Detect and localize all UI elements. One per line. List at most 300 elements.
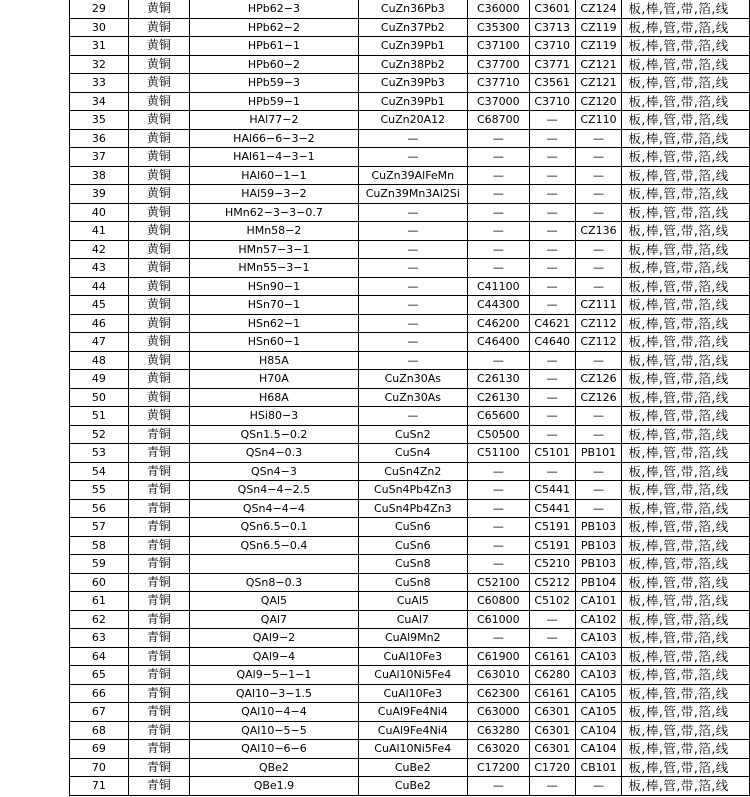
alloy-grade-cell: H85A: [190, 351, 358, 370]
table-row: [70, 314, 750, 333]
uns-code-cell: —: [467, 518, 529, 537]
product-forms-cell: 板,棒,管,带,箔,线: [622, 777, 750, 796]
alloy-grade-cell: QAl7: [190, 610, 358, 629]
row-number-cell: 29: [70, 0, 129, 18]
iso-designation-cell: CuAl10Fe3: [358, 684, 467, 703]
uns-code-cell: —: [467, 203, 529, 222]
product-forms-cell: 板,棒,管,带,箔,线: [622, 277, 750, 296]
table-row: [70, 407, 750, 426]
table-row: [70, 425, 750, 444]
uns-code-cell: C61000: [467, 610, 529, 629]
alloy-category-cell: 黄铜: [128, 166, 190, 185]
iso-designation-cell: CuSn4Pb4Zn3: [358, 499, 467, 518]
row-number-cell: 31: [70, 37, 129, 56]
iso-designation-cell: CuZn39Mn3Al2Si: [358, 185, 467, 204]
alloy-grade-cell: HAl66−6−3−2: [190, 129, 358, 148]
iso-designation-cell: —: [358, 333, 467, 352]
product-forms-cell: 板,棒,管,带,箔,线: [622, 388, 750, 407]
uns-code-cell: C46400: [467, 333, 529, 352]
bs-code-cell: CZ121: [575, 74, 622, 93]
alloy-grade-cell: QAl9−5−1−1: [190, 666, 358, 685]
product-forms-cell: 板,棒,管,带,箔,线: [622, 647, 750, 666]
alloy-grade-cell: HPb59−1: [190, 92, 358, 111]
table-row: [70, 444, 750, 463]
row-number-cell: 64: [70, 647, 129, 666]
table-row: [70, 37, 750, 56]
alloy-grade-cell: QAl10−4−4: [190, 703, 358, 722]
alloy-category-cell: 青铜: [128, 425, 190, 444]
table-row: [70, 55, 750, 74]
bs-code-cell: CZ126: [575, 370, 622, 389]
bs-code-cell: CZ124: [575, 0, 622, 18]
jis-code-cell: —: [529, 351, 575, 370]
bs-code-cell: CA105: [575, 684, 622, 703]
jis-code-cell: —: [529, 388, 575, 407]
alloy-grade-cell: HAl61−4−3−1: [190, 148, 358, 167]
product-forms-cell: 板,棒,管,带,箔,线: [622, 333, 750, 352]
iso-designation-cell: —: [358, 314, 467, 333]
jis-code-cell: —: [529, 277, 575, 296]
alloy-grade-cell: QSn6.5−0.4: [190, 536, 358, 555]
bs-code-cell: CZ126: [575, 388, 622, 407]
product-forms-cell: 板,棒,管,带,箔,线: [622, 18, 750, 37]
jis-code-cell: —: [529, 240, 575, 259]
alloy-grade-cell: QSn1.5−0.2: [190, 425, 358, 444]
uns-code-cell: —: [467, 481, 529, 500]
product-forms-cell: 板,棒,管,带,箔,线: [622, 351, 750, 370]
bs-code-cell: —: [575, 277, 622, 296]
iso-designation-cell: CuZn39Pb3: [358, 74, 467, 93]
alloy-grade-cell: QBe2: [190, 758, 358, 777]
jis-code-cell: —: [529, 370, 575, 389]
jis-code-cell: C5101: [529, 444, 575, 463]
jis-code-cell: C6161: [529, 684, 575, 703]
uns-code-cell: C37000: [467, 92, 529, 111]
uns-code-cell: C63000: [467, 703, 529, 722]
bs-code-cell: CA104: [575, 740, 622, 759]
alloy-grade-cell: HMn62−3−3−0.7: [190, 203, 358, 222]
bs-code-cell: PB104: [575, 573, 622, 592]
table-row: [70, 555, 750, 574]
row-number-cell: 46: [70, 314, 129, 333]
alloy-category-cell: 黄铜: [128, 92, 190, 111]
table-row: [70, 518, 750, 537]
product-forms-cell: 板,棒,管,带,箔,线: [622, 0, 750, 18]
uns-code-cell: —: [467, 185, 529, 204]
row-number-cell: 42: [70, 240, 129, 259]
bs-code-cell: CB101: [575, 758, 622, 777]
alloy-category-cell: 青铜: [128, 703, 190, 722]
row-number-cell: 71: [70, 777, 129, 796]
product-forms-cell: 板,棒,管,带,箔,线: [622, 148, 750, 167]
alloy-grade-cell: HSi80−3: [190, 407, 358, 426]
alloy-category-cell: 黄铜: [128, 18, 190, 37]
row-number-cell: 48: [70, 351, 129, 370]
table-row: [70, 684, 750, 703]
row-number-cell: 55: [70, 481, 129, 500]
uns-code-cell: —: [467, 222, 529, 241]
table-row: [70, 240, 750, 259]
bs-code-cell: CA103: [575, 666, 622, 685]
iso-designation-cell: CuZn37Pb2: [358, 18, 467, 37]
bs-code-cell: PB103: [575, 536, 622, 555]
alloy-grade-cell: HPb59−3: [190, 74, 358, 93]
iso-designation-cell: CuAl10Fe3: [358, 647, 467, 666]
bs-code-cell: PB103: [575, 555, 622, 574]
row-number-cell: 70: [70, 758, 129, 777]
bs-code-cell: —: [575, 129, 622, 148]
product-forms-cell: 板,棒,管,带,箔,线: [622, 111, 750, 130]
jis-code-cell: C6301: [529, 703, 575, 722]
product-forms-cell: 板,棒,管,带,箔,线: [622, 314, 750, 333]
alloy-grade-cell: QSn4−4−4: [190, 499, 358, 518]
uns-code-cell: —: [467, 148, 529, 167]
bs-code-cell: CA103: [575, 629, 622, 648]
alloy-category-cell: 青铜: [128, 573, 190, 592]
product-forms-cell: 板,棒,管,带,箔,线: [622, 573, 750, 592]
row-number-cell: 58: [70, 536, 129, 555]
uns-code-cell: —: [467, 129, 529, 148]
alloy-category-cell: 黄铜: [128, 74, 190, 93]
iso-designation-cell: CuSn2: [358, 425, 467, 444]
row-number-cell: 65: [70, 666, 129, 685]
bs-code-cell: CZ111: [575, 296, 622, 315]
jis-code-cell: C3561: [529, 74, 575, 93]
product-forms-cell: 板,棒,管,带,箔,线: [622, 666, 750, 685]
iso-designation-cell: —: [358, 129, 467, 148]
alloy-category-cell: 黄铜: [128, 314, 190, 333]
alloy-category-cell: 青铜: [128, 444, 190, 463]
table-row: [70, 148, 750, 167]
iso-designation-cell: CuSn6: [358, 536, 467, 555]
table-row: [70, 536, 750, 555]
bs-code-cell: —: [575, 203, 622, 222]
alloy-category-cell: 青铜: [128, 592, 190, 611]
row-number-cell: 36: [70, 129, 129, 148]
iso-designation-cell: CuAl10Ni5Fe4: [358, 740, 467, 759]
bs-code-cell: CA103: [575, 647, 622, 666]
jis-code-cell: —: [529, 148, 575, 167]
row-number-cell: 57: [70, 518, 129, 537]
product-forms-cell: 板,棒,管,带,箔,线: [622, 462, 750, 481]
iso-designation-cell: CuZn30As: [358, 388, 467, 407]
uns-code-cell: C26130: [467, 370, 529, 389]
alloy-category-cell: 黄铜: [128, 129, 190, 148]
bs-code-cell: —: [575, 499, 622, 518]
alloy-category-cell: 黄铜: [128, 37, 190, 56]
uns-code-cell: C65600: [467, 407, 529, 426]
uns-code-cell: C37710: [467, 74, 529, 93]
jis-code-cell: —: [529, 407, 575, 426]
product-forms-cell: 板,棒,管,带,箔,线: [622, 703, 750, 722]
uns-code-cell: C17200: [467, 758, 529, 777]
alloy-grade-cell: HMn55−3−1: [190, 259, 358, 278]
product-forms-cell: 板,棒,管,带,箔,线: [622, 499, 750, 518]
product-forms-cell: 板,棒,管,带,箔,线: [622, 629, 750, 648]
uns-code-cell: C61900: [467, 647, 529, 666]
iso-designation-cell: CuSn8: [358, 555, 467, 574]
iso-designation-cell: —: [358, 222, 467, 241]
alloy-grade-cell: HAl77−2: [190, 111, 358, 130]
uns-code-cell: C46200: [467, 314, 529, 333]
alloy-grade-cell: HPb60−2: [190, 55, 358, 74]
row-number-cell: 35: [70, 111, 129, 130]
table-row: [70, 573, 750, 592]
table-row: [70, 185, 750, 204]
uns-code-cell: C63280: [467, 721, 529, 740]
iso-designation-cell: CuBe2: [358, 777, 467, 796]
table-row: [70, 703, 750, 722]
alloy-grade-cell: HAl60−1−1: [190, 166, 358, 185]
bs-code-cell: CZ119: [575, 18, 622, 37]
uns-code-cell: C50500: [467, 425, 529, 444]
table-row: [70, 481, 750, 500]
table-row: [70, 758, 750, 777]
product-forms-cell: 板,棒,管,带,箔,线: [622, 407, 750, 426]
iso-designation-cell: CuZn38Pb2: [358, 55, 467, 74]
product-forms-cell: 板,棒,管,带,箔,线: [622, 684, 750, 703]
uns-code-cell: C44300: [467, 296, 529, 315]
product-forms-cell: 板,棒,管,带,箔,线: [622, 444, 750, 463]
alloy-category-cell: 黄铜: [128, 370, 190, 389]
table-row: [70, 277, 750, 296]
uns-code-cell: C26130: [467, 388, 529, 407]
alloy-grade-table: [69, 0, 750, 796]
row-number-cell: 49: [70, 370, 129, 389]
row-number-cell: 56: [70, 499, 129, 518]
iso-designation-cell: CuZn39Pb1: [358, 92, 467, 111]
row-number-cell: 30: [70, 18, 129, 37]
jis-code-cell: C6161: [529, 647, 575, 666]
table-row: [70, 610, 750, 629]
alloy-category-cell: 黄铜: [128, 203, 190, 222]
iso-designation-cell: CuSn4: [358, 444, 467, 463]
table-row: [70, 203, 750, 222]
jis-code-cell: C5102: [529, 592, 575, 611]
bs-code-cell: —: [575, 407, 622, 426]
alloy-category-cell: 青铜: [128, 610, 190, 629]
iso-designation-cell: CuSn8: [358, 573, 467, 592]
alloy-category-cell: 青铜: [128, 555, 190, 574]
iso-designation-cell: —: [358, 296, 467, 315]
alloy-grade-cell: HPb61−1: [190, 37, 358, 56]
jis-code-cell: C3771: [529, 55, 575, 74]
table-row: [70, 629, 750, 648]
product-forms-cell: 板,棒,管,带,箔,线: [622, 296, 750, 315]
product-forms-cell: 板,棒,管,带,箔,线: [622, 185, 750, 204]
alloy-grade-cell: QSn6.5−0.1: [190, 518, 358, 537]
jis-code-cell: —: [529, 610, 575, 629]
alloy-grade-cell: H68A: [190, 388, 358, 407]
jis-code-cell: —: [529, 425, 575, 444]
product-forms-cell: 板,棒,管,带,箔,线: [622, 740, 750, 759]
iso-designation-cell: —: [358, 277, 467, 296]
row-number-cell: 38: [70, 166, 129, 185]
bs-code-cell: —: [575, 166, 622, 185]
jis-code-cell: C5212: [529, 573, 575, 592]
row-number-cell: 62: [70, 610, 129, 629]
iso-designation-cell: CuBe2: [358, 758, 467, 777]
product-forms-cell: 板,棒,管,带,箔,线: [622, 721, 750, 740]
alloy-category-cell: 黄铜: [128, 277, 190, 296]
bs-code-cell: PB103: [575, 518, 622, 537]
alloy-category-cell: 黄铜: [128, 111, 190, 130]
jis-code-cell: C3713: [529, 18, 575, 37]
alloy-category-cell: 黄铜: [128, 296, 190, 315]
alloy-category-cell: 黄铜: [128, 351, 190, 370]
bs-code-cell: CZ112: [575, 333, 622, 352]
uns-code-cell: C37700: [467, 55, 529, 74]
jis-code-cell: C3710: [529, 37, 575, 56]
row-number-cell: 66: [70, 684, 129, 703]
alloy-grade-cell: QSn4−0.3: [190, 444, 358, 463]
iso-designation-cell: —: [358, 407, 467, 426]
alloy-category-cell: 黄铜: [128, 388, 190, 407]
bs-code-cell: —: [575, 259, 622, 278]
table-row: [70, 666, 750, 685]
jis-code-cell: C5210: [529, 555, 575, 574]
row-number-cell: 50: [70, 388, 129, 407]
product-forms-cell: 板,棒,管,带,箔,线: [622, 592, 750, 611]
uns-code-cell: C41100: [467, 277, 529, 296]
table-row: [70, 166, 750, 185]
row-number-cell: 34: [70, 92, 129, 111]
uns-code-cell: —: [467, 259, 529, 278]
table-row: [70, 740, 750, 759]
iso-designation-cell: CuZn30As: [358, 370, 467, 389]
row-number-cell: 32: [70, 55, 129, 74]
product-forms-cell: 板,棒,管,带,箔,线: [622, 203, 750, 222]
table-row: [70, 74, 750, 93]
iso-designation-cell: —: [358, 240, 467, 259]
alloy-grade-cell: HPb62−2: [190, 18, 358, 37]
jis-code-cell: C1720: [529, 758, 575, 777]
jis-code-cell: —: [529, 166, 575, 185]
jis-code-cell: C6280: [529, 666, 575, 685]
alloy-category-cell: 青铜: [128, 684, 190, 703]
alloy-grade-cell: QAl10−3−1.5: [190, 684, 358, 703]
alloy-grade-cell: HPb62−3: [190, 0, 358, 18]
iso-designation-cell: CuZn20A12: [358, 111, 467, 130]
iso-designation-cell: CuZn36Pb3: [358, 0, 467, 18]
alloy-grade-cell: [190, 555, 358, 574]
uns-code-cell: C60800: [467, 592, 529, 611]
uns-code-cell: —: [467, 351, 529, 370]
uns-code-cell: C36000: [467, 0, 529, 18]
alloy-category-cell: 青铜: [128, 481, 190, 500]
uns-code-cell: C63020: [467, 740, 529, 759]
product-forms-cell: 板,棒,管,带,箔,线: [622, 259, 750, 278]
row-number-cell: 52: [70, 425, 129, 444]
alloy-category-cell: 青铜: [128, 777, 190, 796]
jis-code-cell: —: [529, 259, 575, 278]
jis-code-cell: —: [529, 296, 575, 315]
alloy-grade-cell: QAl10−5−5: [190, 721, 358, 740]
jis-code-cell: C5191: [529, 518, 575, 537]
table-row: [70, 351, 750, 370]
bs-code-cell: —: [575, 481, 622, 500]
uns-code-cell: —: [467, 462, 529, 481]
bs-code-cell: —: [575, 185, 622, 204]
jis-code-cell: C5441: [529, 499, 575, 518]
alloy-grade-cell: HSn70−1: [190, 296, 358, 315]
bs-code-cell: CZ119: [575, 37, 622, 56]
uns-code-cell: C63010: [467, 666, 529, 685]
iso-designation-cell: —: [358, 148, 467, 167]
iso-designation-cell: CuSn4Pb4Zn3: [358, 481, 467, 500]
row-number-cell: 39: [70, 185, 129, 204]
row-number-cell: 51: [70, 407, 129, 426]
alloy-grade-cell: HMn58−2: [190, 222, 358, 241]
jis-code-cell: —: [529, 777, 575, 796]
alloy-category-cell: 黄铜: [128, 55, 190, 74]
alloy-category-cell: 青铜: [128, 536, 190, 555]
row-number-cell: 54: [70, 462, 129, 481]
iso-designation-cell: —: [358, 203, 467, 222]
alloy-grade-cell: QAl5: [190, 592, 358, 611]
uns-code-cell: —: [467, 555, 529, 574]
table-row: [70, 647, 750, 666]
table-row: [70, 259, 750, 278]
product-forms-cell: 板,棒,管,带,箔,线: [622, 536, 750, 555]
jis-code-cell: C6301: [529, 740, 575, 759]
iso-designation-cell: CuAl7: [358, 610, 467, 629]
alloy-category-cell: 青铜: [128, 740, 190, 759]
table-row: [70, 222, 750, 241]
table-row: [70, 499, 750, 518]
row-number-cell: 33: [70, 74, 129, 93]
row-number-cell: 68: [70, 721, 129, 740]
product-forms-cell: 板,棒,管,带,箔,线: [622, 55, 750, 74]
product-forms-cell: 板,棒,管,带,箔,线: [622, 129, 750, 148]
product-forms-cell: 板,棒,管,带,箔,线: [622, 166, 750, 185]
alloy-category-cell: 青铜: [128, 462, 190, 481]
jis-code-cell: —: [529, 185, 575, 204]
product-forms-cell: 板,棒,管,带,箔,线: [622, 610, 750, 629]
row-number-cell: 37: [70, 148, 129, 167]
table-row: [70, 777, 750, 796]
row-number-cell: 63: [70, 629, 129, 648]
jis-code-cell: C5441: [529, 481, 575, 500]
alloy-category-cell: 青铜: [128, 499, 190, 518]
iso-designation-cell: CuSn6: [358, 518, 467, 537]
row-number-cell: 43: [70, 259, 129, 278]
uns-code-cell: C52100: [467, 573, 529, 592]
alloy-category-cell: 黄铜: [128, 185, 190, 204]
alloy-category-cell: 青铜: [128, 647, 190, 666]
bs-code-cell: —: [575, 148, 622, 167]
table-row: [70, 333, 750, 352]
alloy-category-cell: 黄铜: [128, 148, 190, 167]
product-forms-cell: 板,棒,管,带,箔,线: [622, 37, 750, 56]
bs-code-cell: —: [575, 351, 622, 370]
row-number-cell: 61: [70, 592, 129, 611]
table-row: [70, 721, 750, 740]
row-number-cell: 40: [70, 203, 129, 222]
row-number-cell: 47: [70, 333, 129, 352]
jis-code-cell: C3601: [529, 0, 575, 18]
uns-code-cell: —: [467, 499, 529, 518]
alloy-grade-cell: QBe1.9: [190, 777, 358, 796]
alloy-category-cell: 青铜: [128, 518, 190, 537]
alloy-grade-cell: HMn57−3−1: [190, 240, 358, 259]
uns-code-cell: C51100: [467, 444, 529, 463]
uns-code-cell: C37100: [467, 37, 529, 56]
jis-code-cell: —: [529, 111, 575, 130]
row-number-cell: 44: [70, 277, 129, 296]
bs-code-cell: PB101: [575, 444, 622, 463]
alloy-grade-cell: QSn4−3: [190, 462, 358, 481]
